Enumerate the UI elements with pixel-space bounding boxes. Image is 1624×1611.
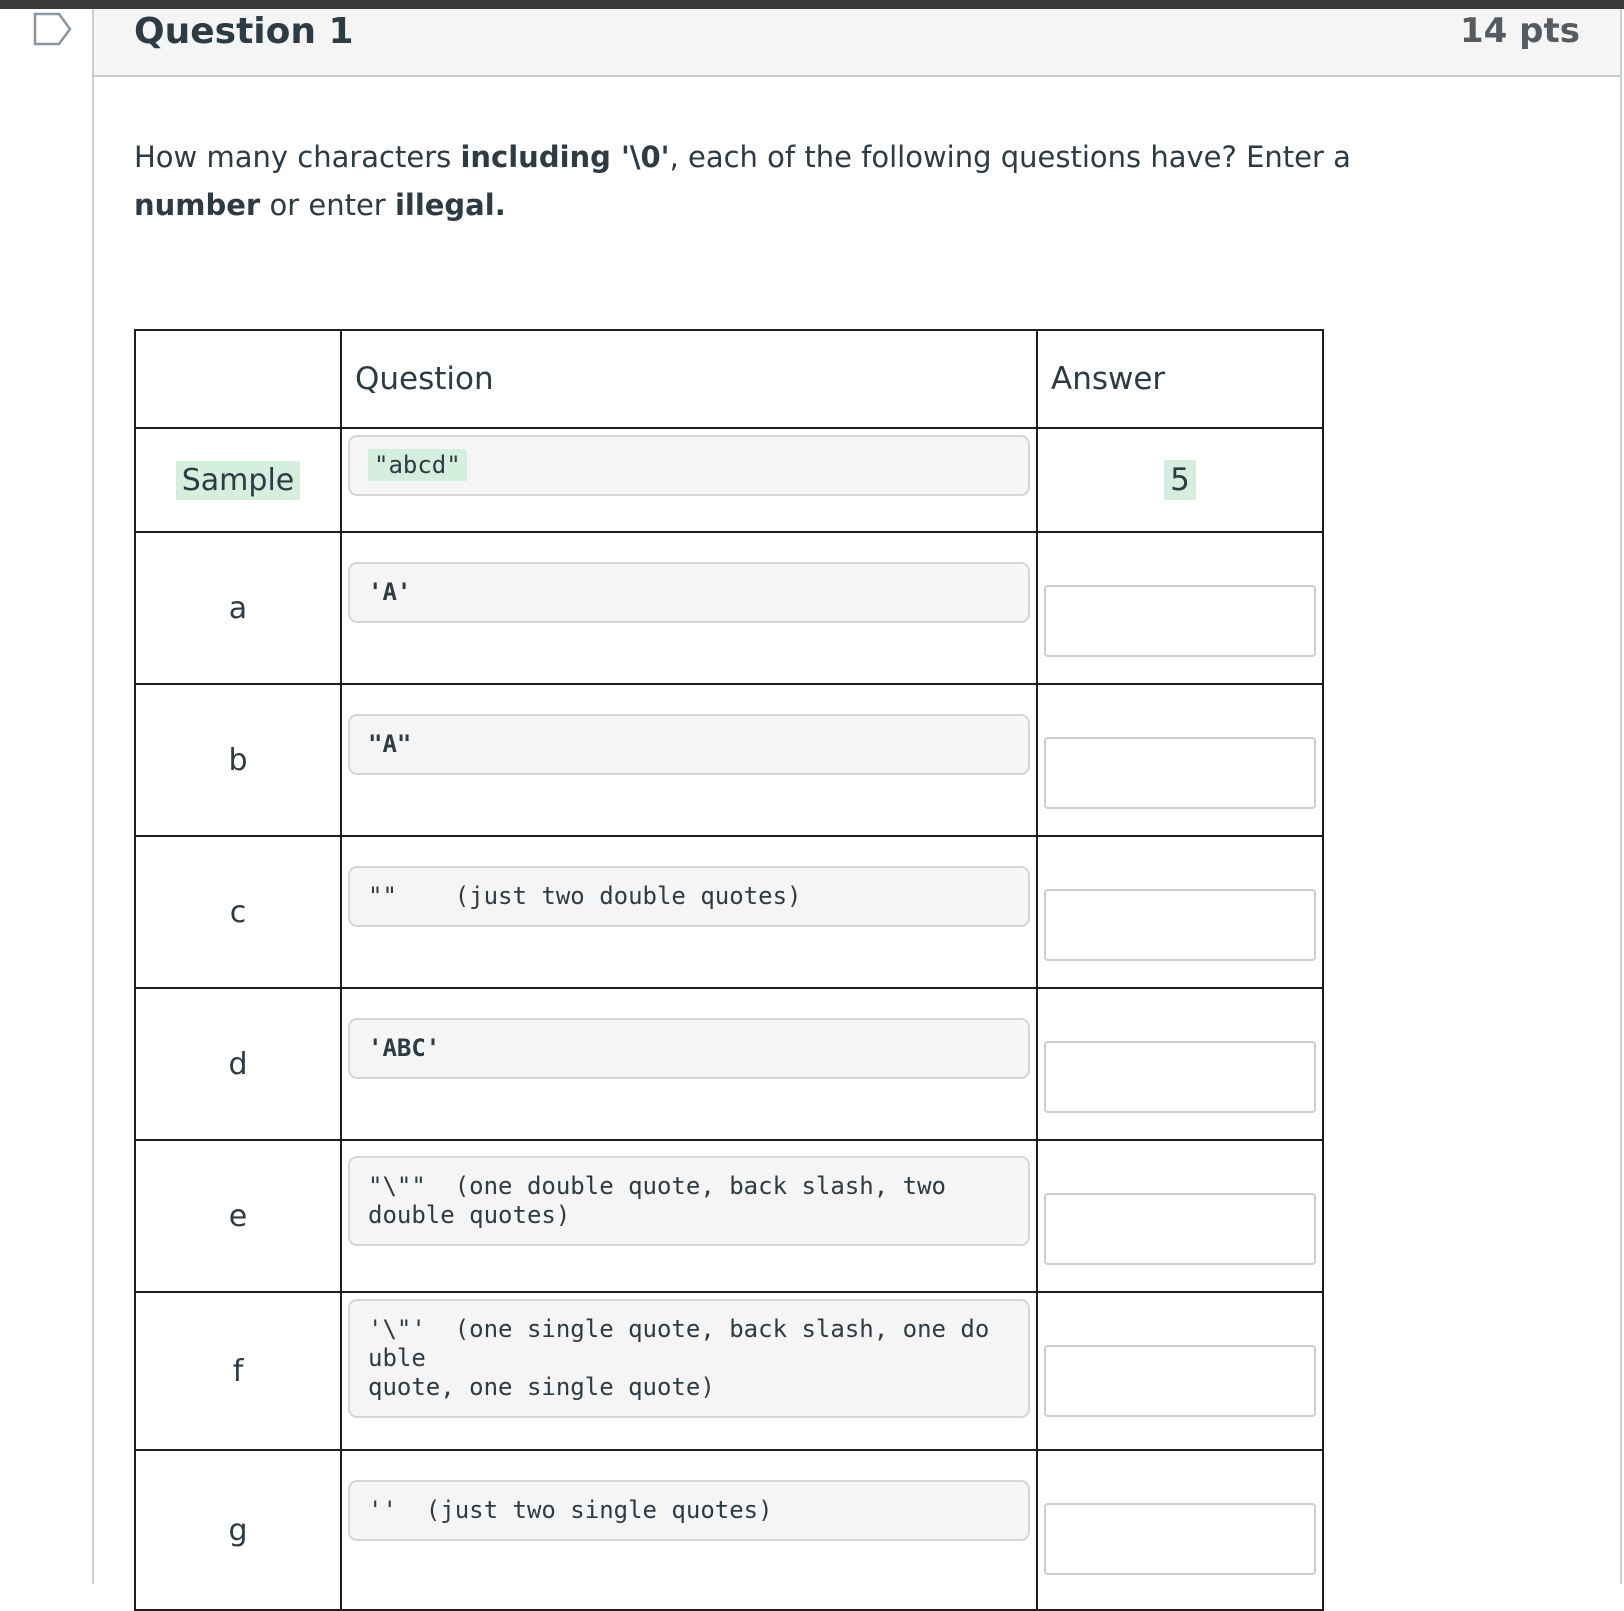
header-question-cell: [341, 330, 1037, 428]
row-label: g: [135, 1450, 341, 1610]
table-row: [135, 1292, 1323, 1450]
prompt-bold: number: [134, 188, 261, 222]
row-answer-cell: [1037, 1450, 1323, 1610]
prompt-text: , each of the following questions have? Enter a: [669, 140, 1351, 174]
row-label: e: [135, 1140, 341, 1292]
header-answer-cell: [1037, 330, 1323, 428]
header-label-cell: [135, 330, 341, 428]
row-question-cell: [341, 428, 1037, 532]
prompt-bold: including '\0': [460, 140, 670, 174]
code-box: '\"' (one single quote, back slash, one do uble quote, one single quote): [348, 1299, 1030, 1418]
row-label: c: [135, 836, 341, 988]
row-label-cell: [135, 428, 341, 532]
question-title: Question 1: [134, 11, 354, 52]
row-question-cell: [341, 1292, 1037, 1450]
table-row: [135, 1140, 1323, 1292]
code-box: 'ABC': [348, 1018, 1030, 1079]
bookmark-flag-icon[interactable]: [33, 12, 73, 46]
header-answer: Answer: [1051, 361, 1166, 397]
answer-input-e[interactable]: [1044, 1193, 1316, 1265]
answer-input-d[interactable]: [1044, 1041, 1316, 1113]
question-header: [94, 9, 1620, 77]
table-row: [135, 684, 1323, 836]
code-box: "" (just two double quotes): [348, 866, 1030, 927]
prompt-text: or enter: [260, 188, 395, 222]
header-question: Question: [355, 361, 494, 397]
table-header-row: [135, 330, 1323, 428]
table-row: [135, 532, 1323, 684]
code-box: 'A': [348, 562, 1030, 623]
question-prompt: [134, 133, 1454, 229]
row-question-cell: [341, 988, 1037, 1140]
row-answer-cell: [1037, 836, 1323, 988]
row-answer-cell: [1037, 532, 1323, 684]
answer-input-f[interactable]: [1044, 1345, 1316, 1417]
table-row: [135, 1450, 1323, 1610]
table-row: [135, 836, 1323, 988]
answer-input-g[interactable]: [1044, 1503, 1316, 1575]
code-box: '' (just two single quotes): [348, 1480, 1030, 1541]
sample-code: "abcd": [368, 449, 467, 481]
row-question-cell: [341, 1140, 1037, 1292]
row-label: b: [135, 684, 341, 836]
answer-input-c[interactable]: [1044, 889, 1316, 961]
top-bar: [0, 0, 1624, 9]
answer-input-a[interactable]: [1044, 585, 1316, 657]
code-box: "A": [348, 714, 1030, 775]
row-label: a: [135, 532, 341, 684]
row-question-cell: [341, 1450, 1037, 1610]
row-answer-cell: [1037, 1292, 1323, 1450]
row-answer-cell: [1037, 428, 1323, 532]
row-label: d: [135, 988, 341, 1140]
prompt-bold: illegal.: [394, 188, 506, 222]
sample-label: Sample: [176, 461, 301, 500]
row-question-cell: [341, 836, 1037, 988]
row-question-cell: [341, 532, 1037, 684]
row-answer-cell: [1037, 988, 1323, 1140]
code-box: "\"" (one double quote, back slash, two double quotes): [348, 1156, 1030, 1246]
sample-answer: 5: [1164, 460, 1196, 500]
row-label: f: [135, 1292, 341, 1450]
row-answer-cell: [1037, 1140, 1323, 1292]
code-box: [348, 435, 1030, 496]
row-answer-cell: [1037, 684, 1323, 836]
row-question-cell: [341, 684, 1037, 836]
table-row-sample: [135, 428, 1323, 532]
answer-input-b[interactable]: [1044, 737, 1316, 809]
prompt-text: How many characters: [134, 140, 461, 174]
table-row: [135, 988, 1323, 1140]
question-table: [134, 329, 1324, 1611]
question-points: 14 pts: [1460, 11, 1580, 51]
